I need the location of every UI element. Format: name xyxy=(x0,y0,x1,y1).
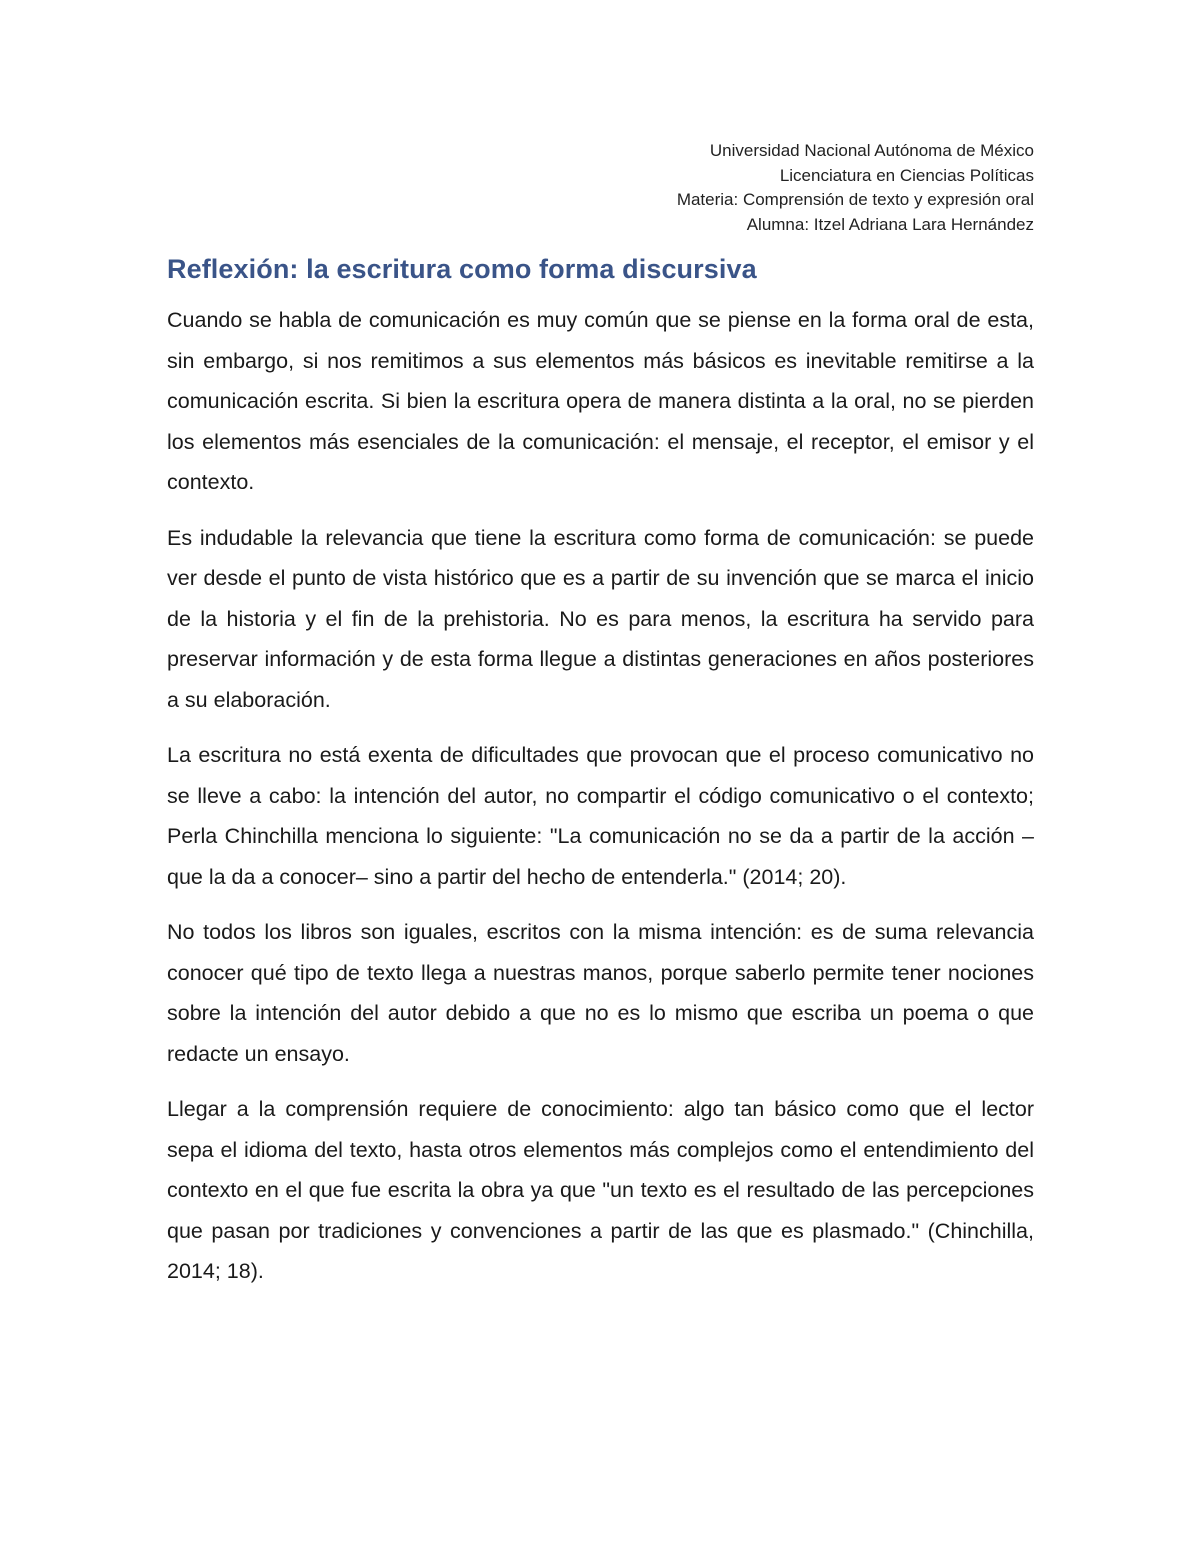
paragraph: No todos los libros son iguales, escritos con la misma intención: es de suma relevancia conocer qué tipo de texto llega a nuestras manos, porque saberlo permite tener nociones sobre la intención del autor debido a que no es lo mismo que escriba un poema o que redacte un ensayo. xyxy=(167,920,1034,1066)
paragraph: Es indudable la relevancia que tiene la escritura como forma de comunicación: se puede ver desde el punto de vista histórico que es a partir de su invención que se marca el inicio de la historia y el fin de la prehistoria. No es para menos, la escritura ha servido para preservar información y de esta forma llegue a distintas generaciones en años posteriores a su elaboración. xyxy=(167,525,1034,712)
document-header xyxy=(677,139,1034,237)
header-university: Universidad Nacional Autónoma de México xyxy=(709,141,1034,160)
paragraph: La escritura no está exenta de dificultades que provocan que el proceso comunicativo no se lleve a cabo: la intención del autor, no compartir el código comunicativo o el contexto; Perla Chinchilla menciona lo siguiente: "La comunicación no se da a partir de la acción –que la da a conocer– sino a partir del hecho de entenderla." (2014; 20). xyxy=(167,743,1034,889)
header-student: Alumna: Itzel Adriana Lara Hernández xyxy=(746,214,1034,234)
paragraph: Cuando se habla de comunicación es muy común que se piense en la forma oral de esta, sin embargo, si nos remitimos a sus elementos más básicos es inevitable remitirse a la comunicación escrita. Si bien la escritura opera de manera distinta a la oral, no se pierden los elementos más esenciales de la comunicación: el mensaje, el receptor, el emisor y el contexto. xyxy=(167,308,1034,494)
header-subject: Materia: Comprensión de texto y expresión oral xyxy=(676,190,1034,209)
header-program: Licenciatura en Ciencias Políticas xyxy=(779,165,1034,185)
paragraph: Llegar a la comprensión requiere de conocimiento: algo tan básico como que el lector sepa el idioma del texto, hasta otros elementos más complejos como el entendimiento del contexto en el que fue escrita la obra ya que "un texto es el resultado de las percepciones que pasan por tradiciones y convenciones a partir de las que es plasmado." (Chinchilla, 2014; 18). xyxy=(167,1097,1034,1283)
document-title: Reflexión: la escritura como forma discursiva xyxy=(167,254,757,284)
document-body xyxy=(167,300,1034,1307)
